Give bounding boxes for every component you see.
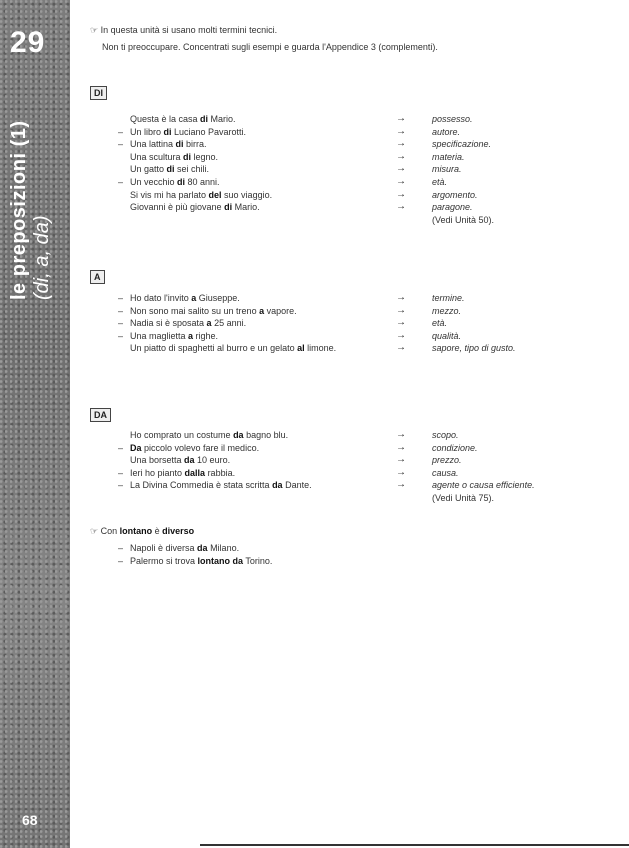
- list-dash: –: [118, 318, 124, 329]
- footer-rule: [200, 844, 629, 846]
- list-dash: –: [118, 126, 124, 137]
- category-label: mezzo.: [432, 305, 462, 316]
- sentence-text: Una lattina: [130, 139, 176, 150]
- sentence-text: Un gatto: [130, 164, 167, 175]
- sentence-text: Una maglietta: [130, 330, 189, 341]
- heading-text: è: [152, 526, 163, 536]
- preposition-highlight: al: [297, 343, 305, 354]
- example-sentence: [130, 480, 312, 490]
- arrow-icon: →: [396, 201, 406, 213]
- arrow-icon: →: [396, 466, 406, 478]
- heading-text: diverso: [162, 526, 195, 536]
- unit-title: [8, 120, 54, 300]
- category-label: argomento.: [432, 189, 478, 200]
- category-label: prezzo.: [432, 455, 462, 466]
- unit-title-sub: (di, a, da): [31, 215, 53, 300]
- example-sentence: [130, 343, 336, 353]
- reference-note: (Vedi Unità 75).: [432, 493, 495, 503]
- category-label: autore.: [432, 126, 461, 137]
- section-label-a: A: [90, 270, 105, 284]
- arrow-icon: →: [396, 441, 406, 453]
- sentence-text: bagno blu.: [243, 430, 289, 440]
- preposition-highlight: lontano da: [197, 555, 244, 566]
- sentence-text: Mario.: [232, 202, 260, 213]
- hand-pointer-icon: ☞: [90, 526, 101, 536]
- sentence-text: vapore.: [264, 305, 297, 316]
- list-dash: –: [118, 139, 124, 150]
- category-label: condizione.: [432, 442, 478, 453]
- category-label: materia.: [432, 151, 465, 162]
- list-dash: –: [118, 305, 124, 316]
- example-sentence: [130, 164, 209, 174]
- sentence-text: Si vis mi ha parlato: [130, 189, 209, 200]
- sentence-text: Non sono mai salito su un treno: [130, 305, 260, 316]
- example-sentence: [130, 306, 297, 316]
- preposition-highlight: Da: [130, 442, 142, 453]
- preposition-highlight: di: [163, 126, 172, 137]
- arrow-icon: →: [396, 163, 406, 175]
- sentence-text: Palermo si trova: [130, 555, 198, 566]
- category-label: causa.: [432, 467, 459, 478]
- arrow-icon: →: [396, 176, 406, 187]
- arrow-icon: →: [396, 317, 406, 329]
- sentence-text: 10 euro.: [194, 455, 231, 466]
- list-dash: –: [118, 293, 124, 303]
- sentence-text: birra.: [183, 139, 207, 150]
- category-label: specificazione.: [432, 139, 492, 150]
- sentence-text: 25 anni.: [211, 318, 247, 329]
- category-label: termine.: [432, 293, 465, 303]
- sentence-text: Una scultura: [130, 151, 184, 162]
- sentence-text: Napoli è diversa: [130, 543, 198, 553]
- arrow-icon: →: [396, 113, 406, 124]
- example-sentence: [130, 152, 218, 162]
- example-sentence: [130, 443, 259, 453]
- category-label: possesso.: [432, 114, 473, 124]
- sentence-text: piccolo volevo fare il medico.: [141, 442, 260, 453]
- example-sentence: [130, 455, 230, 465]
- example-sentence: [130, 293, 240, 303]
- sentence-text: Ieri ho pianto: [130, 467, 185, 478]
- unit-number: 29: [10, 26, 46, 59]
- example-sentence: [130, 468, 235, 478]
- preposition-highlight: a: [206, 318, 212, 329]
- sentence-text: suo viaggio.: [221, 189, 273, 200]
- preposition-highlight: da: [184, 455, 195, 466]
- arrow-icon: →: [396, 454, 406, 466]
- sentence-text: Torino.: [243, 555, 273, 566]
- list-dash: –: [118, 480, 124, 491]
- preposition-highlight: da: [272, 480, 283, 491]
- arrow-icon: →: [396, 479, 406, 491]
- preposition-highlight: da: [197, 543, 208, 553]
- preposition-highlight: di: [166, 164, 175, 175]
- sentence-text: Mario.: [208, 114, 236, 124]
- category-label: scopo.: [432, 430, 459, 440]
- category-label: qualità.: [432, 330, 462, 341]
- list-dash: –: [118, 543, 124, 553]
- preposition-highlight: di: [183, 151, 192, 162]
- sentence-text: Ho dato l'invito: [130, 293, 192, 303]
- preposition-highlight: da: [233, 430, 244, 440]
- list-dash: –: [118, 467, 124, 478]
- arrow-icon: →: [396, 304, 406, 316]
- example-sentence: [130, 177, 220, 187]
- sentence-text: Milano.: [207, 543, 240, 553]
- list-dash: –: [118, 177, 124, 187]
- preposition-highlight: dalla: [184, 467, 206, 478]
- arrow-icon: →: [396, 342, 406, 354]
- example-sentence: [130, 430, 288, 440]
- arrow-icon: →: [396, 188, 406, 200]
- sentence-text: Dante.: [282, 480, 312, 491]
- arrow-icon: →: [396, 429, 406, 440]
- heading-text: Con: [100, 526, 120, 536]
- sentence-text: Giovanni è più giovane: [130, 202, 225, 213]
- section-label-da: DA: [90, 408, 111, 422]
- preposition-highlight: di: [224, 202, 233, 213]
- preposition-highlight: di: [177, 177, 186, 187]
- sentence-text: legno.: [191, 151, 219, 162]
- arrow-icon: →: [396, 138, 406, 150]
- hand-pointer-icon: ☞: [90, 25, 99, 35]
- sentence-text: Un piatto di spaghetti al burro e un gelato: [130, 343, 298, 354]
- reference-note: (Vedi Unità 50).: [432, 214, 495, 225]
- arrow-icon: →: [396, 292, 406, 303]
- example-sentence: [130, 331, 218, 341]
- sentence-text: limone.: [304, 343, 337, 354]
- arrow-icon: →: [396, 150, 406, 162]
- example-sentence: [130, 318, 246, 328]
- category-label: sapore, tipo di gusto.: [432, 343, 516, 354]
- intro-line-2: Non ti preoccupare. Concentrati sugli esempi e guarda l'Appendice 3 (complementi).: [102, 42, 438, 52]
- sentence-text: Giuseppe.: [196, 293, 240, 303]
- category-label: età.: [432, 318, 448, 329]
- arrow-icon: →: [396, 329, 406, 341]
- extra-heading: [90, 526, 194, 537]
- sentence-text: Questa è la casa: [130, 114, 201, 124]
- preposition-highlight: a: [191, 293, 197, 303]
- category-label: agente o causa efficiente.: [432, 480, 535, 491]
- example-sentence: [130, 114, 236, 124]
- section-label-di: DI: [90, 86, 107, 100]
- sentence-text: Ho comprato un costume: [130, 430, 234, 440]
- list-dash: –: [118, 442, 124, 453]
- preposition-highlight: a: [188, 330, 194, 341]
- sentence-text: rabbia.: [205, 467, 236, 478]
- category-label: paragone.: [432, 202, 473, 213]
- preposition-highlight: di: [200, 114, 209, 124]
- example-sentence: [130, 202, 260, 212]
- sentence-text: sei chili.: [174, 164, 210, 175]
- example-sentence: [130, 127, 246, 137]
- preposition-highlight: a: [259, 305, 265, 316]
- category-label: misura.: [432, 164, 462, 175]
- sentence-text: 80 anni.: [185, 177, 220, 187]
- sentence-text: Nadia si è sposata: [130, 318, 207, 329]
- example-sentence: [130, 543, 239, 553]
- intro-line-1: [90, 25, 277, 36]
- category-label: età.: [432, 177, 448, 187]
- arrow-icon: →: [396, 125, 406, 137]
- sentence-text: Luciano Pavarotti.: [171, 126, 247, 137]
- preposition-highlight: del: [208, 189, 222, 200]
- list-dash: –: [118, 330, 124, 341]
- preposition-highlight: di: [175, 139, 184, 150]
- intro-text-1: In questa unità si usano molti termini tecnici.: [100, 25, 278, 35]
- list-dash: –: [118, 555, 124, 566]
- sentence-text: Un vecchio: [130, 177, 178, 187]
- sentence-text: Una borsetta: [130, 455, 185, 466]
- sentence-text: Un libro: [130, 126, 164, 137]
- example-sentence: [130, 190, 272, 200]
- unit-title-main: le preposizioni (1): [8, 120, 30, 300]
- page-number: 68: [22, 812, 38, 828]
- heading-text: lontano: [119, 526, 153, 536]
- sentence-text: righe.: [193, 330, 219, 341]
- example-sentence: [130, 139, 207, 149]
- example-sentence: [130, 556, 272, 566]
- sentence-text: La Divina Commedia è stata scritta: [130, 480, 273, 491]
- sidebar-band: [0, 0, 70, 848]
